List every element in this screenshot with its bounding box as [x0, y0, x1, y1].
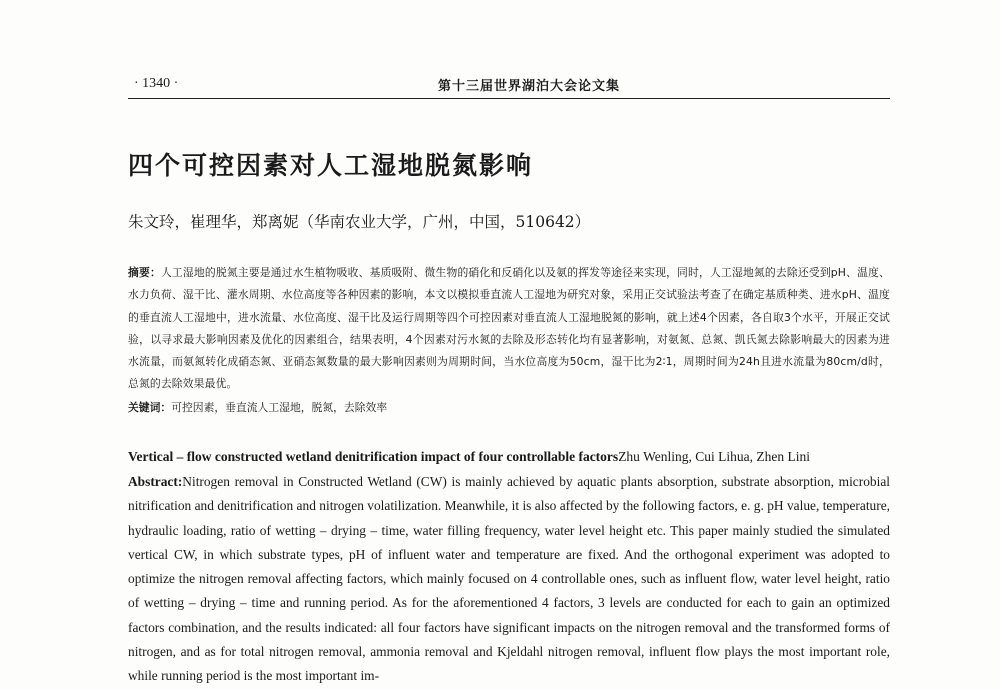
- authors-cn: 朱文玲，崔理华，郑离妮（华南农业大学，广州，中国，510642）: [128, 213, 591, 231]
- header-rule: [128, 98, 890, 99]
- running-head: [128, 72, 890, 96]
- paper-title: 四个可控因素对人工湿地脱氮影响: [128, 151, 534, 180]
- authors-en: Zhu Wenling, Cui Lihua, Zhen Lini: [618, 449, 810, 464]
- abstract-cn: [128, 262, 890, 396]
- abstract-en: [128, 470, 890, 689]
- abstract-en-text: Nitrogen removal in Constructed Wetland (CW) is mainly achieved by aquatic plants absorption, substrate absorption, microbial nitrification and denitrification and nitrogen volatilization. Meanwhile, it is also affected by the following factors, e. g. pH value, temperature, hydraulic loading, ratio of wetting – drying – time, water filling frequency, water level height etc. This paper mainly studied the simulated vertical CW, in which substrate types, pH of influent water and temperature are fixed. And the orthogonal experiment was adopted to optimize the nitrogen removal affecting factors, which mainly focused on 4 controllable ones, such as influent flow, water level height, ratio of wetting – drying – time and running period. As for the aforementioned 4 factors, 3 levels are conducted for each to gain an optimized factors combination, and the results indicated: all four factors have significant impacts on the nitrogen removal and the transformed forms of nitrogen, and as for total nitrogen removal, ammonia removal and Kjeldahl nitrogen removal, influent flow plays the most important role, while running period is the most important im-: [128, 474, 890, 684]
- abstract-en-label: Abstract:: [128, 474, 183, 489]
- page-number: · 1340 ·: [134, 76, 179, 91]
- keywords-cn: [128, 398, 890, 418]
- abstract-cn-label: 摘要：: [128, 266, 161, 279]
- abstract-cn-text: 人工湿地的脱氮主要是通过水生植物吸收、基质吸附、微生物的硝化和反硝化以及氨的挥发等途径来实现，同时，人工湿地氮的去除还受到pH、温度、水力负荷、湿干比、灌水周期、水位高度等各种因素的影响，本文以模拟垂直流人工湿地为研究对象，采用正交试验法考查了在确定基质种类、进水pH、温度的垂直流人工湿地中，进水流量、水位高度、湿干比及运行周期等四个可控因素对垂直流人工湿地脱氮的影响，就上述4个因素，各自取3个水平，开展正交试验，以寻求最大影响因素及优化的因素组合，结果表明，4个因素对污水氮的去除及形态转化均有显著影响，对氨氮、总氮、凯氏氮去除影响最大的因素为进水流量，而氨氮转化成硝态氮、亚硝态氮数量的最大影响因素则为周期时间，当水位高度为50cm，湿干比为2∶1，周期时间为24h且进水流量为80cm/d时，总氮的去除效果最优。: [128, 266, 890, 391]
- english-title: Vertical – flow constructed wetland denitrification impact of four controllable factors: [128, 449, 619, 464]
- keywords-cn-text: 可控因素，垂直流人工湿地，脱氮，去除效率: [171, 401, 388, 414]
- journal-title: 第十三届世界湖泊大会论文集: [437, 79, 620, 94]
- keywords-cn-label: 关键词：: [128, 401, 172, 414]
- english-title-line: [128, 449, 890, 465]
